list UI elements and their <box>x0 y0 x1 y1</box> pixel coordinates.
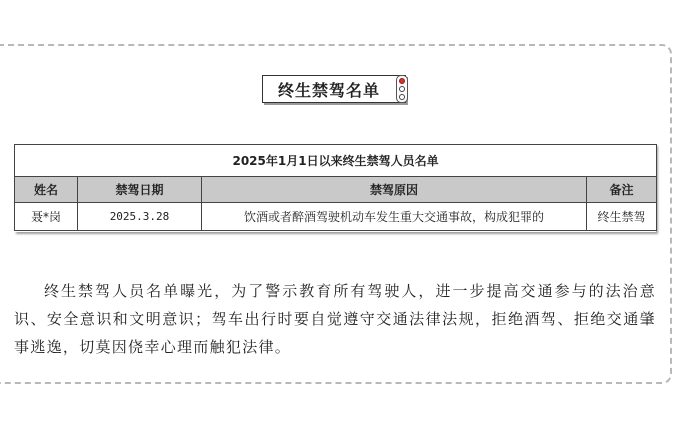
traffic-light-bottom-lamp <box>399 94 405 100</box>
cell-reason: 饮酒或者醉酒驾驶机动车发生重大交通事故，构成犯罪的 <box>202 203 587 231</box>
title-banner <box>262 75 410 105</box>
table-header-row <box>15 177 657 203</box>
cell-name: 聂*岗 <box>15 203 78 231</box>
page-title: 终生禁驾名单 <box>277 80 380 100</box>
table-row <box>15 203 657 231</box>
ban-list-table-wrap <box>14 144 656 232</box>
notice-paragraph: 终生禁驾人员名单曝光，为了警示教育所有驾驶人，进一步提高交通参与的法治意识、安全意识和文明意识；驾车出行时要自觉遵守交通法律法规，拒绝酒驾、拒绝交通肇事逃逸，切莫因侥幸心理而触犯法律。 <box>14 282 656 356</box>
table-caption: 2025年1月1日以来终生禁驾人员名单 <box>15 145 657 177</box>
column-header-name: 姓名 <box>15 177 78 203</box>
cell-note: 终生禁驾 <box>587 203 657 231</box>
ban-list-table <box>14 144 657 231</box>
traffic-light-icon <box>396 75 408 103</box>
traffic-light-middle-lamp <box>399 86 405 92</box>
column-header-reason: 禁驾原因 <box>202 177 587 203</box>
cell-date: 2025.3.28 <box>78 203 202 231</box>
traffic-light-red-lamp <box>399 78 405 84</box>
title-box <box>262 75 406 103</box>
column-header-date: 禁驾日期 <box>78 177 202 203</box>
column-header-note: 备注 <box>587 177 657 203</box>
